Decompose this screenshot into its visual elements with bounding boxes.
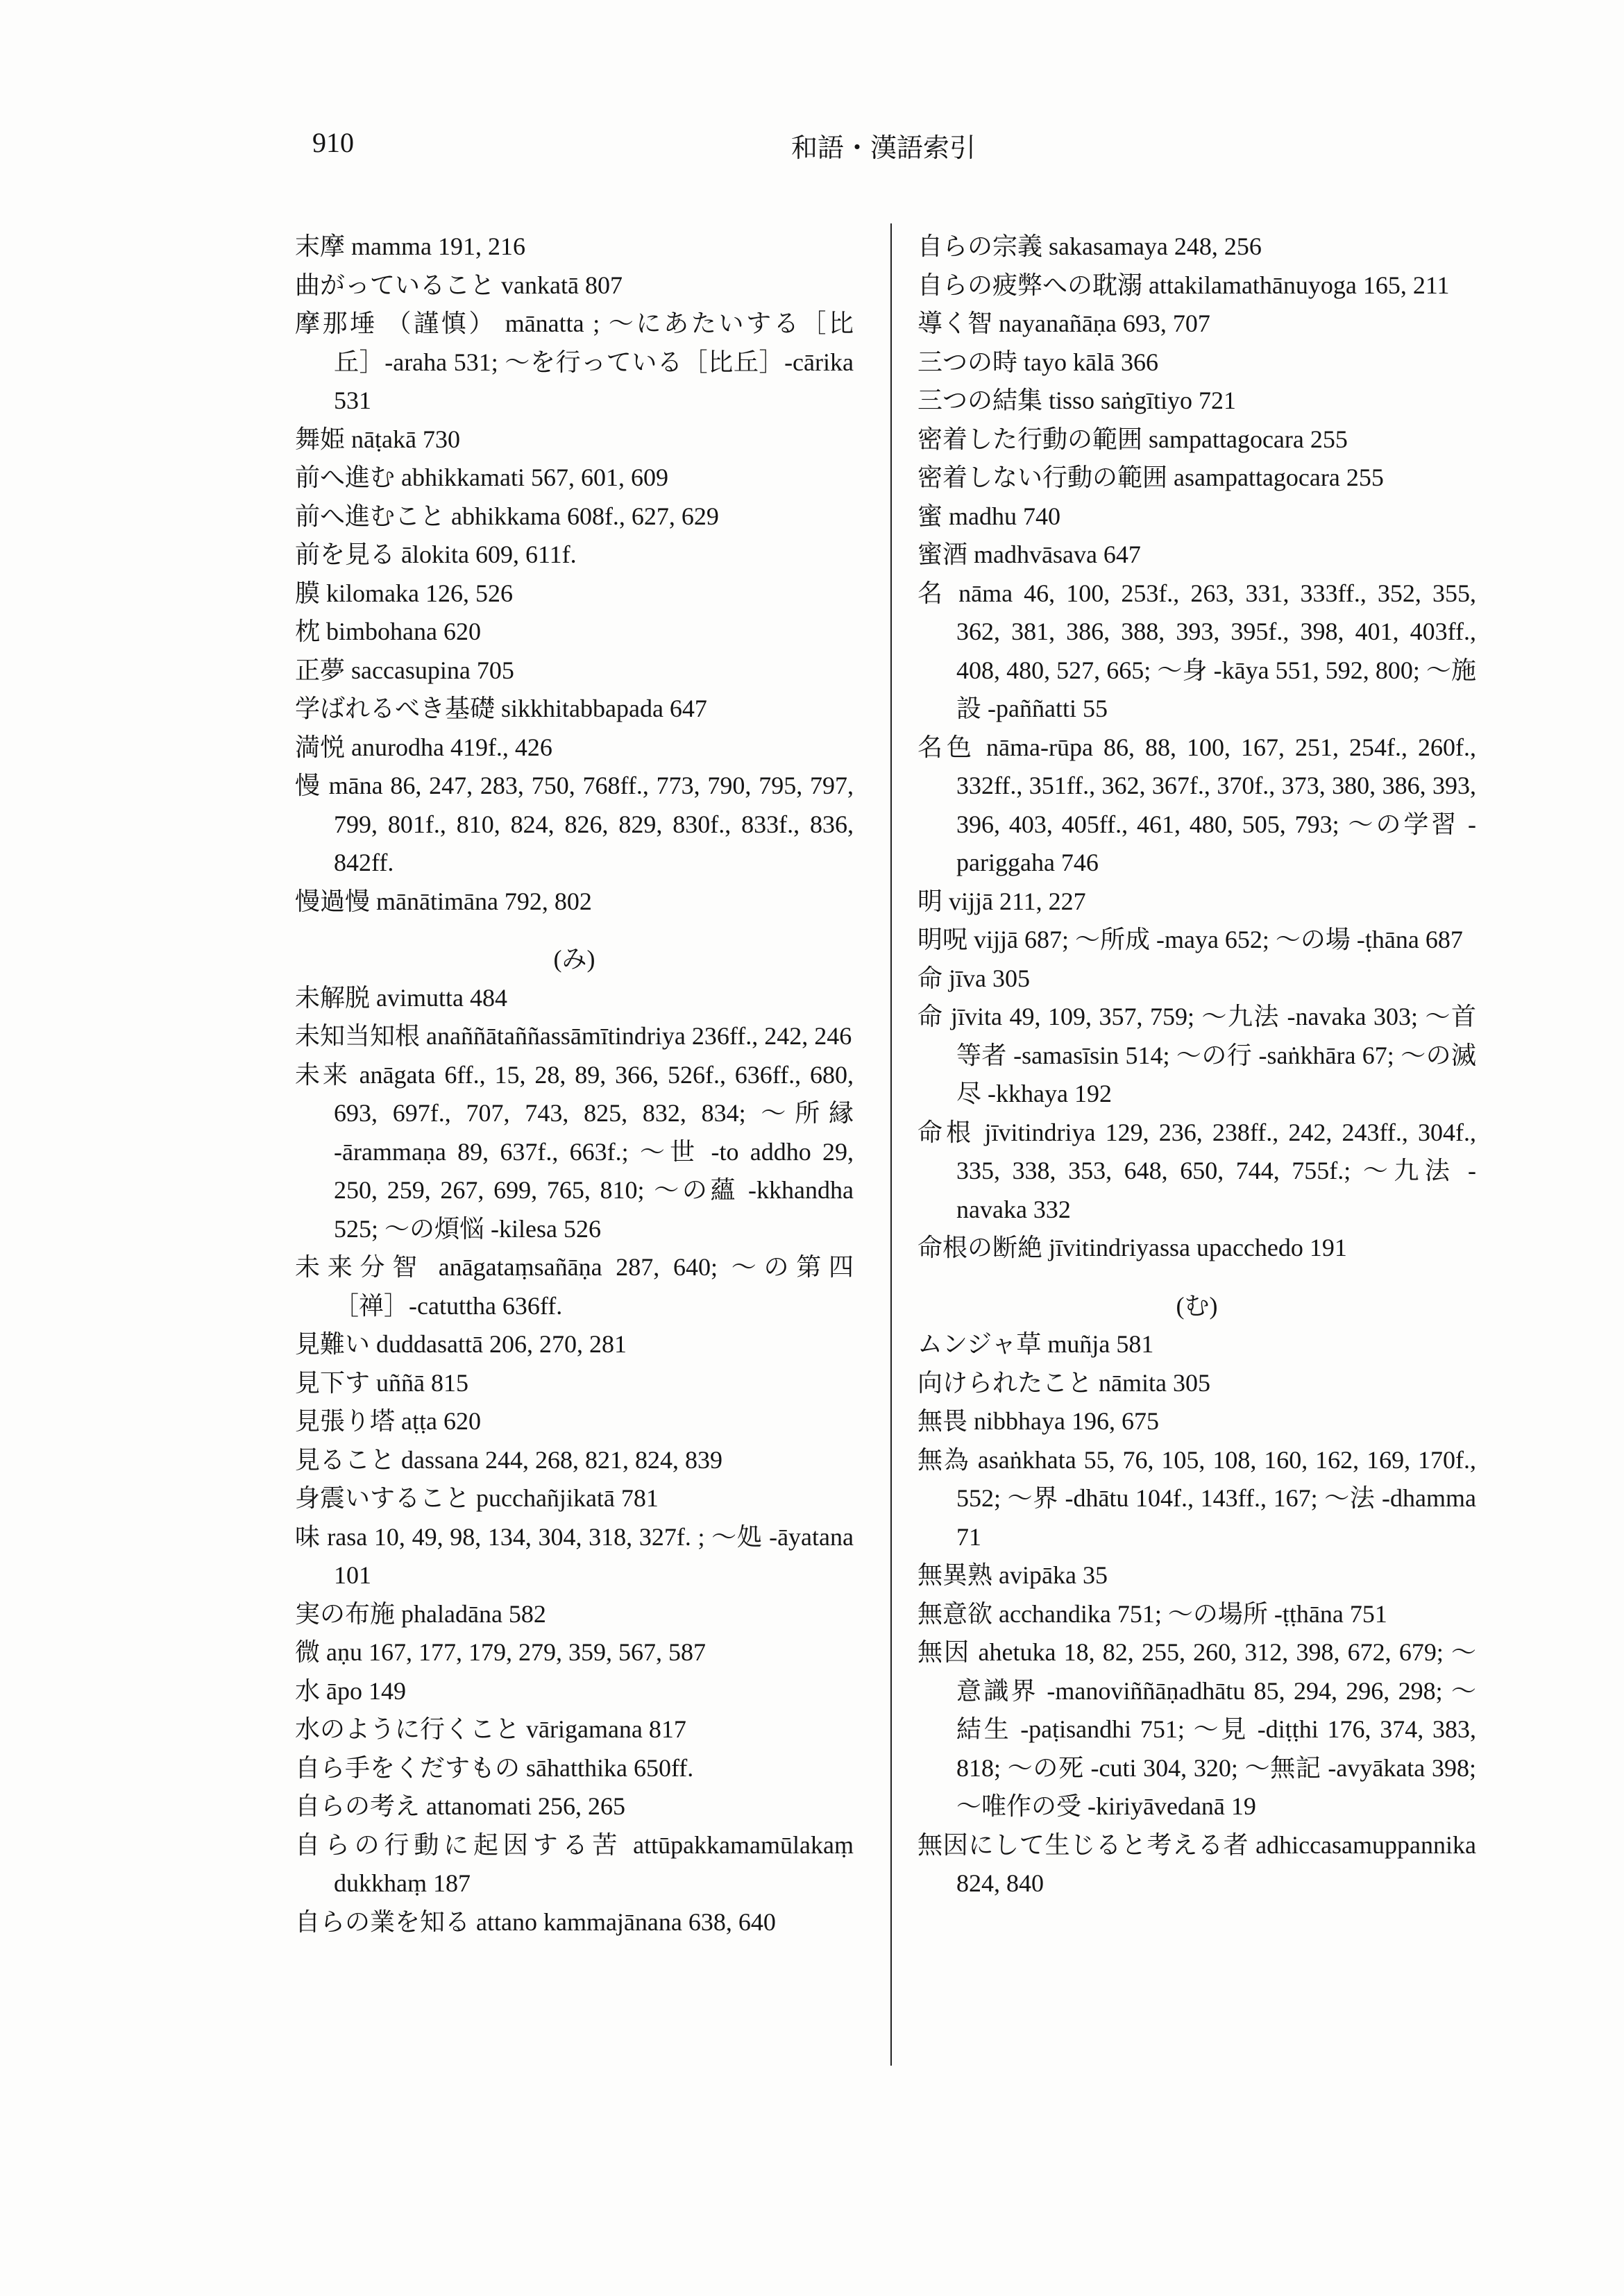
index-entry: 未解脱 avimutta 484	[295, 983, 507, 1012]
right-entries-before	[917, 228, 1476, 1268]
right-column	[917, 228, 1476, 1903]
index-entry: 三つの時 tayo kālā 366	[917, 348, 1158, 376]
index-entry: 蜜酒 madhvāsava 647	[917, 541, 1141, 568]
index-entry: 身震いすること pucchañjikatā 781	[295, 1484, 659, 1512]
left-entries-before	[295, 228, 854, 921]
index-entry: 自らの宗義 sakasamaya 248, 256	[917, 232, 1262, 260]
index-entry: 無為 asaṅkhata 55, 76, 105, 108, 160, 162, 169, 170f., 552; ～界 -dhātu 104f., 143ff., 167; ～法 -dhamma 71	[917, 1445, 1476, 1551]
section-heading-mi: (み)	[553, 945, 595, 973]
column-divider	[890, 223, 892, 2066]
index-entry: 明呪 vijjā 687; ～所成 -maya 652; ～の場 -ṭhāna 687	[917, 926, 1463, 953]
index-entry: 水のように行くこと vārigamana 817	[295, 1715, 686, 1743]
index-entry: 無異熟 avipāka 35	[917, 1561, 1108, 1589]
index-entry: 満悦 anurodha 419f., 426	[295, 733, 552, 761]
index-entry: 導く智 nayanañāṇa 693, 707	[917, 309, 1210, 337]
index-entry: 命 jīvita 49, 109, 357, 759; ～九法 -navaka 303; ～首等者 -samasīsin 514; ～の行 -saṅkhāra 67; ～の滅尽 -kkhaya 192	[917, 1003, 1476, 1107]
index-entry: 前を見る ālokita 609, 611f.	[295, 541, 577, 568]
index-entry: 命 jīva 305	[917, 964, 1030, 992]
index-entry: 明 vijjā 211, 227	[917, 887, 1086, 915]
index-entry: 自ら手をくだすもの sāhatthika 650ff.	[295, 1753, 694, 1782]
index-entry: 見ること dassana 244, 268, 821, 824, 839	[295, 1445, 722, 1474]
index-entry: 無因 ahetuka 18, 82, 255, 260, 312, 398, 672, 679; ～意識界 -manoviññāṇadhātu 85, 294, 296, 298; ～結生 -paṭisandhi 751; ～見 -diṭṭhi 176, 374, 383, 818; ～の死 -cuti 304, 320; ～無記 -avyākata 398; ～唯作の受 -kiriyāvedanā 19	[917, 1638, 1476, 1820]
index-entry: 無畏 nibbhaya 196, 675	[917, 1407, 1159, 1435]
index-entry: 枕 bimbohana 620	[295, 618, 481, 645]
index-entry: 名 nāma 46, 100, 253f., 263, 331, 333ff., 352, 355, 362, 381, 386, 388, 393, 395f., 398, 401, 403ff., 408, 480, 527, 665; ～身 -kāya 551, 592, 800; ～施設 -paññatti 55	[917, 579, 1476, 722]
index-entry: 舞姫 nāṭakā 730	[295, 425, 460, 453]
section-heading-mu: (む)	[1176, 1291, 1218, 1320]
index-entry: 無意欲 acchandika 751; ～の場所 -ṭṭhāna 751	[917, 1599, 1387, 1628]
index-entry: 向けられたこと nāmita 305	[917, 1368, 1210, 1397]
index-entry: 見張り塔 aṭṭa 620	[295, 1407, 481, 1435]
index-entry: 膜 kilomaka 126, 526	[295, 579, 513, 607]
page-number: 910	[312, 127, 354, 158]
index-entry: 自らの疲弊への耽溺 attakilamathānuyoga 165, 211	[917, 271, 1450, 299]
index-entry: 無因にして生じると考える者 adhiccasamuppannika 824, 840	[917, 1830, 1476, 1897]
index-entry: 実の布施 phaladāna 582	[295, 1599, 546, 1628]
index-entry: 摩那埵 （謹慎） mānatta ; ～にあたいする［比丘］-araha 531; ～を行っている［比丘］-cārika 531	[295, 309, 854, 414]
index-entry: 水 āpo 149	[295, 1676, 406, 1705]
index-entry: 自らの業を知る attano kammajānana 638, 640	[295, 1907, 776, 1936]
index-entry: 名色 nāma-rūpa 86, 88, 100, 167, 251, 254f., 260f., 332ff., 351ff., 362, 367f., 370f., 373, 380, 386, 393, 396, 403, 405ff., 461, 480, 505, 793; ～の学習 -pariggaha 746	[917, 733, 1476, 876]
index-entry: 末摩 mamma 191, 216	[295, 232, 525, 260]
index-entry: 味 rasa 10, 49, 98, 134, 304, 318, 327f. ; ～処 -āyatana 101	[295, 1522, 854, 1589]
index-entry: 未知当知根 anaññātaññassāmītindriya 236ff., 242, 246	[295, 1022, 852, 1050]
index-entry: 蜜 madhu 740	[917, 502, 1060, 530]
index-entry: 未来 anāgata 6ff., 15, 28, 89, 366, 526f., 636ff., 680, 693, 697f., 707, 743, 825, 832, 834; ～所縁 -ārammaṇa 89, 637f., 663f.; ～世 -to addho 29, 250, 259, 267, 699, 765, 810; ～の蘊 -kkhandha 525; ～の煩悩 -kilesa 526	[295, 1060, 854, 1243]
index-entry: 微 aṇu 167, 177, 179, 279, 359, 567, 587	[295, 1638, 706, 1666]
index-entry: 密着した行動の範囲 sampattagocara 255	[917, 425, 1348, 453]
index-entry: 前へ進む abhikkamati 567, 601, 609	[295, 464, 668, 491]
right-entries-after	[917, 1325, 1476, 1903]
index-entry: 未来分智 anāgataṃsañāṇa 287, 640; ～の第四［禅］-catuttha 636ff.	[295, 1253, 854, 1320]
left-entries-after	[295, 979, 854, 1942]
running-title: 和語・漢語索引	[791, 133, 976, 163]
index-entry: 見難い duddasattā 206, 270, 281	[295, 1330, 627, 1358]
index-entry: 慢 māna 86, 247, 283, 750, 768ff., 773, 790, 795, 797, 799, 801f., 810, 824, 826, 829, 830f., 833f., 836, 842ff.	[295, 772, 854, 876]
index-entry: ムンジャ草 muñja 581	[917, 1330, 1154, 1358]
index-entry: 慢過慢 mānātimāna 792, 802	[295, 887, 592, 915]
index-entry: 自らの考え attanomati 256, 265	[295, 1792, 625, 1820]
index-entry: 曲がっていること vankatā 807	[295, 271, 623, 299]
index-entry: 前へ進むこと abhikkama 608f., 627, 629	[295, 502, 719, 530]
index-entry: 三つの結集 tisso saṅgītiyo 721	[917, 386, 1237, 414]
index-entry: 見下す uññā 815	[295, 1368, 468, 1397]
index-entry: 密着しない行動の範囲 asampattagocara 255	[917, 464, 1384, 491]
index-entry: 命根 jīvitindriya 129, 236, 238ff., 242, 243ff., 304f., 335, 338, 353, 648, 650, 744, 755f.; ～九法 -navaka 332	[917, 1118, 1476, 1223]
index-entry: 自らの行動に起因する苦 attūpakkamamūlakaṃ dukkhaṃ 187	[295, 1830, 854, 1897]
index-entry: 正夢 saccasupina 705	[295, 656, 514, 684]
index-entry: 学ばれるべき基礎 sikkhitabbapada 647	[295, 695, 707, 722]
left-column	[295, 228, 854, 1941]
index-entry: 命根の断絶 jīvitindriyassa upacchedo 191	[917, 1234, 1347, 1261]
